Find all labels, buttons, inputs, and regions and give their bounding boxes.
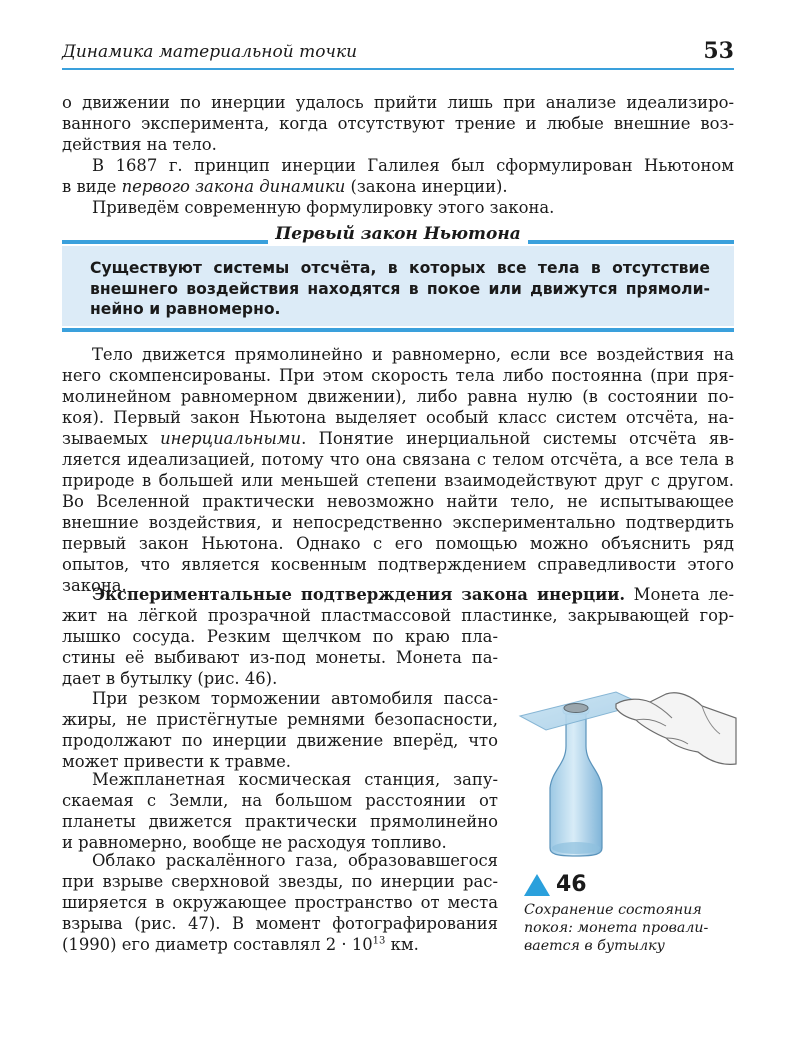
emphasis-first-law: первого закона динамики [121,177,346,196]
text-run: Монета ле- [625,585,734,604]
triangle-marker-icon [524,874,550,896]
text-run: (1990) его диаметр составлял 2 · 10 [62,935,373,954]
text-line: В 1687 г. принцип инерции Галилея был сформулирован Ньютоном [92,156,734,175]
text-line [62,934,498,955]
text-line: закона. [62,576,127,595]
figure-46-caption [524,872,744,955]
text-line: Приведём современную формулировку этого закона. [92,198,555,217]
paragraph-1 [62,92,734,155]
caption-line: вается в бутылку [524,938,665,954]
text-line: жит на лёгкой прозрачной пластмассовой пластинке, закрывающей гор- [62,606,734,625]
text-line: лышко сосуда. Резким щелчком по краю пла- [62,627,498,646]
text-run: км. [385,935,419,954]
hand-icon [616,693,736,765]
text-line: него скомпенсированы. При этом скорость тела либо постоянна (при пря- [62,366,734,385]
text-line: Во Вселенной практически невозможно найти тело, не испытывающее [62,492,734,511]
text-line: продолжают по инерции движение вперёд, что [62,731,498,750]
law-line: внешнего воздействия находятся в покое или движутся прямоли- [90,279,710,298]
law-rule-left [62,240,268,244]
paragraph-8 [62,850,498,955]
paragraph-5 [62,584,734,626]
paragraph-5-continued [62,626,498,689]
law-title: Первый закон Ньютона [275,224,521,244]
text-line: при взрыве сверхновой звезды, по инерции рас- [62,872,498,891]
page-header [62,38,734,68]
figure-46-illustration [516,668,738,858]
exponent: 13 [372,935,386,947]
law-rule-right [528,240,734,244]
figure-number: 46 [556,872,587,897]
text-line: скаемая с Земли, на большом расстоянии от [62,791,498,810]
law-line: нейно и равномерно. [90,300,281,318]
text-line: о движении по инерции удалось прийти лишь при анализе идеализиро- [62,93,734,112]
text-line [62,584,734,605]
text-line: дает в бутылку (рис. 46). [62,669,278,688]
coin-icon [564,704,588,713]
text-line: стины её выбивают из-под монеты. Монета па- [62,648,498,667]
emphasis-inertial: инерциальными [160,429,302,448]
text-line: молинейном равномерном движении), либо равна нулю (в состоянии по- [62,387,734,406]
paragraph-7 [62,769,498,853]
law-statement [90,258,710,320]
header-rule [62,68,734,70]
text-line: планеты движется практически прямолинейно [62,812,498,831]
text-line: опытов, что является косвенным подтверждением справедливости этого [62,555,734,574]
text-line [62,428,734,449]
text-line: При резком торможении автомобиля пасса- [92,689,498,708]
paragraph-2 [62,155,734,197]
text-line: и равномерно, вообще не расходуя топливо. [62,833,447,852]
law-rule-bottom [62,328,734,332]
bottle-hand-illustration [516,668,738,858]
text-line: первый закон Ньютона. Однако с его помощью можно объяснить ряд [62,534,734,553]
text-line: коя). Первый закон Ньютона выделяет особый класс систем отсчёта, на- [62,408,734,427]
text-line: жиры, не пристёгнутые ремнями безопасности, [62,710,498,729]
text-line: внешние воздействия, и непосредственно экспериментально подтвердить [62,513,734,532]
text-run: (закона инерции). [345,177,508,196]
caption-line: Сохранение состояния [524,902,702,918]
text-line [62,176,734,197]
text-line: Облако раскалённого газа, образовавшегося [92,851,498,870]
bottle-icon [550,712,602,856]
text-line: природе в большей или меньшей степени взаимодействуют друг с другом. [62,471,734,490]
text-run: . Понятие инерциальной системы отсчёта яв- [301,429,734,448]
law-line: Существуют системы отсчёта, в которых все тела в отсутствие [90,259,710,277]
section-heading: Экспериментальные подтверждения закона инерции. [92,585,626,604]
running-title: Динамика материальной точки [62,42,358,62]
text-line: ванного эксперимента, когда отсутствуют трение и любые внешние воз- [62,114,734,133]
caption-line: покоя: монета провали- [524,920,709,936]
text-line: Тело движется прямолинейно и равномерно, если все воздействия на [92,345,734,364]
figure-caption-text [524,901,744,955]
text-line: ширяется в окружающее пространство от места [62,893,498,912]
text-line: взрыва (рис. 47). В момент фотографирования [62,914,498,933]
text-line: может привести к травме. [62,752,291,771]
text-line: Межпланетная космическая станция, запу- [92,770,498,789]
text-line: ляется идеализацией, потому что она связана с телом отсчёта, а все тела в [62,450,734,469]
text-run: зываемых [62,429,161,448]
text-run: в виде [62,177,122,196]
text-line: действия на тело. [62,135,217,154]
paragraph-4 [62,344,734,596]
paragraph-6 [62,688,498,772]
paragraph-3 [62,197,734,218]
page-number: 53 [703,38,734,64]
figure-number-row [524,872,744,897]
